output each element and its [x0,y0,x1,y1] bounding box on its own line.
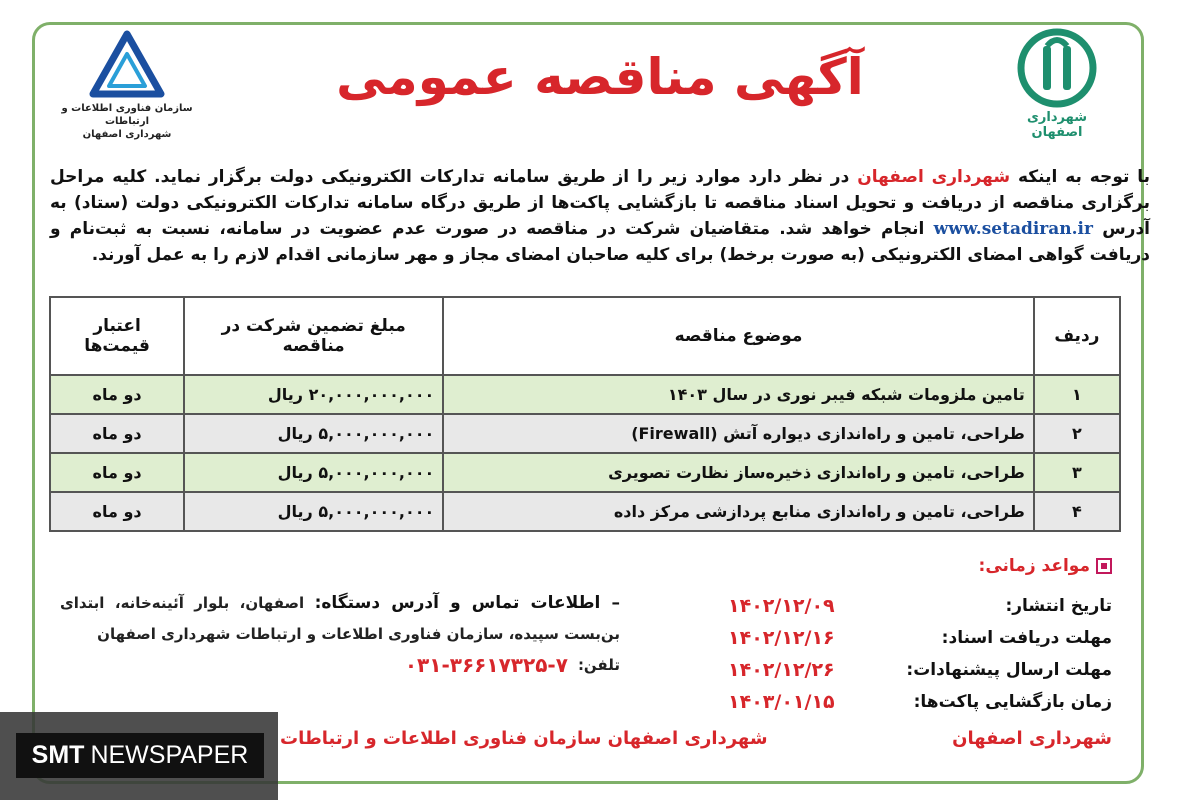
left-logo-caption-1: سازمان فناوری اطلاعات و ارتباطات [61,103,193,127]
isfahan-municipality-logo [1002,28,1112,140]
page-title: آگهی مناقصه عمومی [336,48,864,106]
intro-part-2: در نظر دارد موارد زیر را از طریق سامانه تدارکات الکترونیکی دولت برگزار نماید. کلیه مراحل برگزاری مناقصه از دریافت و تحویل اسناد مناقصه تا بازگشایی پاکت‌ها از طریق درگاه سامانه تدارکات الکترونیکی دولت (ستاد) به آدرس [50,167,1151,239]
schedule-date: ۱۴۰۲/۱۲/۲۶ [728,659,835,681]
municipality-emblem-icon [1017,28,1097,108]
intro-part-3: انجام خواهد شد. متقاضیان شرکت در مناقصه در صورت عدم عضویت در سامانه، نسبت به ثبت‌نام و دریافت گواهی امضای الکترونیکی (به صورت برخط) برای کلیه صاحبان امضای مجاز و مهر سازمانی اقدام لازم را به عمل آورند. [50,219,1150,265]
phone-label: تلفن: [577,656,620,674]
square-bullet-icon [1096,558,1112,574]
row-number: ۳ [1034,453,1120,492]
tender-table [49,296,1121,532]
contact-info [60,588,620,681]
schedule-item [712,654,1112,686]
schedule-item [712,622,1112,654]
header-subject: موضوع مناقصه [443,297,1034,375]
newspaper-watermark [0,712,278,800]
row-amount: ۵,۰۰۰,۰۰۰,۰۰۰ ریال [184,492,443,531]
header-amount: مبلغ تضمین شرکت در مناقصه [184,297,443,375]
row-number: ۲ [1034,414,1120,453]
schedule-label: تاریخ انتشار: [1005,596,1112,616]
right-logo-caption: شهرداری اصفهان [1027,110,1087,140]
schedule-heading [979,556,1112,576]
intro-paragraph [50,164,1150,268]
schedule-label: مهلت ارسال پیشنهادات: [906,660,1112,680]
triangle-logo-icon [87,30,167,102]
contact-address: اصفهان، بلوار آئینه‌خانه، ابتدای بن‌بست سپیده، سازمان فناوری اطلاعات و ارتباطات شهرداری اصفهان [60,594,620,643]
row-amount: ۵,۰۰۰,۰۰۰,۰۰۰ ریال [184,453,443,492]
table-row [50,375,1120,414]
table-row [50,492,1120,531]
row-number: ۱ [1034,375,1120,414]
ict-organization-logo [42,30,212,141]
row-validity: دو ماه [50,453,184,492]
schedule-item [712,590,1112,622]
signature-municipality: شهرداری اصفهان [952,728,1112,749]
left-logo-caption-2: شهرداری اصفهان [82,129,172,140]
schedule-heading-text: مواعد زمانی: [978,556,1090,576]
schedule-date: ۱۴۰۳/۰۱/۱۵ [728,691,835,713]
header-validity: اعتبار قیمت‌ها [50,297,184,375]
row-amount: ۵,۰۰۰,۰۰۰,۰۰۰ ریال [184,414,443,453]
row-subject: طراحی، تامین و راه‌اندازی دیواره آتش (Firewall) [443,414,1034,453]
schedule-date: ۱۴۰۲/۱۲/۱۶ [728,627,835,649]
setad-link[interactable]: www.setadiran.ir [933,219,1093,239]
row-validity: دو ماه [50,375,184,414]
watermark-bold: SMT [31,741,85,769]
table-header-row [50,297,1120,375]
row-subject: طراحی، تامین و راه‌اندازی منابع پردازشی مرکز داده [443,492,1034,531]
schedule-item [712,686,1112,718]
row-subject: تامین ملزومات شبکه فیبر نوری در سال ۱۴۰۳ [443,375,1034,414]
schedule-date: ۱۴۰۲/۱۲/۰۹ [728,595,835,617]
row-validity: دو ماه [50,414,184,453]
phone-row [60,650,620,681]
schedule-list [712,590,1112,718]
schedule-label: مهلت دریافت اسناد: [941,628,1112,648]
signature-ict-organization: شهرداری اصفهان سازمان فناوری اطلاعات و ارتباطات [280,728,768,749]
watermark-badge [16,733,264,778]
phone-number[interactable]: ۰۳۱-۳۶۶۱۷۳۲۵-۷ [404,653,568,677]
contact-lead: – اطلاعات تماس و آدرس دستگاه: [314,593,621,613]
intro-part-1: با توجه به اینکه [1010,167,1150,187]
row-subject: طراحی، تامین و راه‌اندازی ذخیره‌ساز نظارت تصویری [443,453,1034,492]
watermark-light: NEWSPAPER [90,741,249,769]
row-number: ۴ [1034,492,1120,531]
table-row [50,453,1120,492]
row-validity: دو ماه [50,492,184,531]
header-row-number: ردیف [1034,297,1120,375]
table-row [50,414,1120,453]
intro-brand: شهرداری اصفهان [857,167,1011,187]
row-amount: ۲۰,۰۰۰,۰۰۰,۰۰۰ ریال [184,375,443,414]
schedule-label: زمان بازگشایی پاکت‌ها: [913,692,1112,712]
